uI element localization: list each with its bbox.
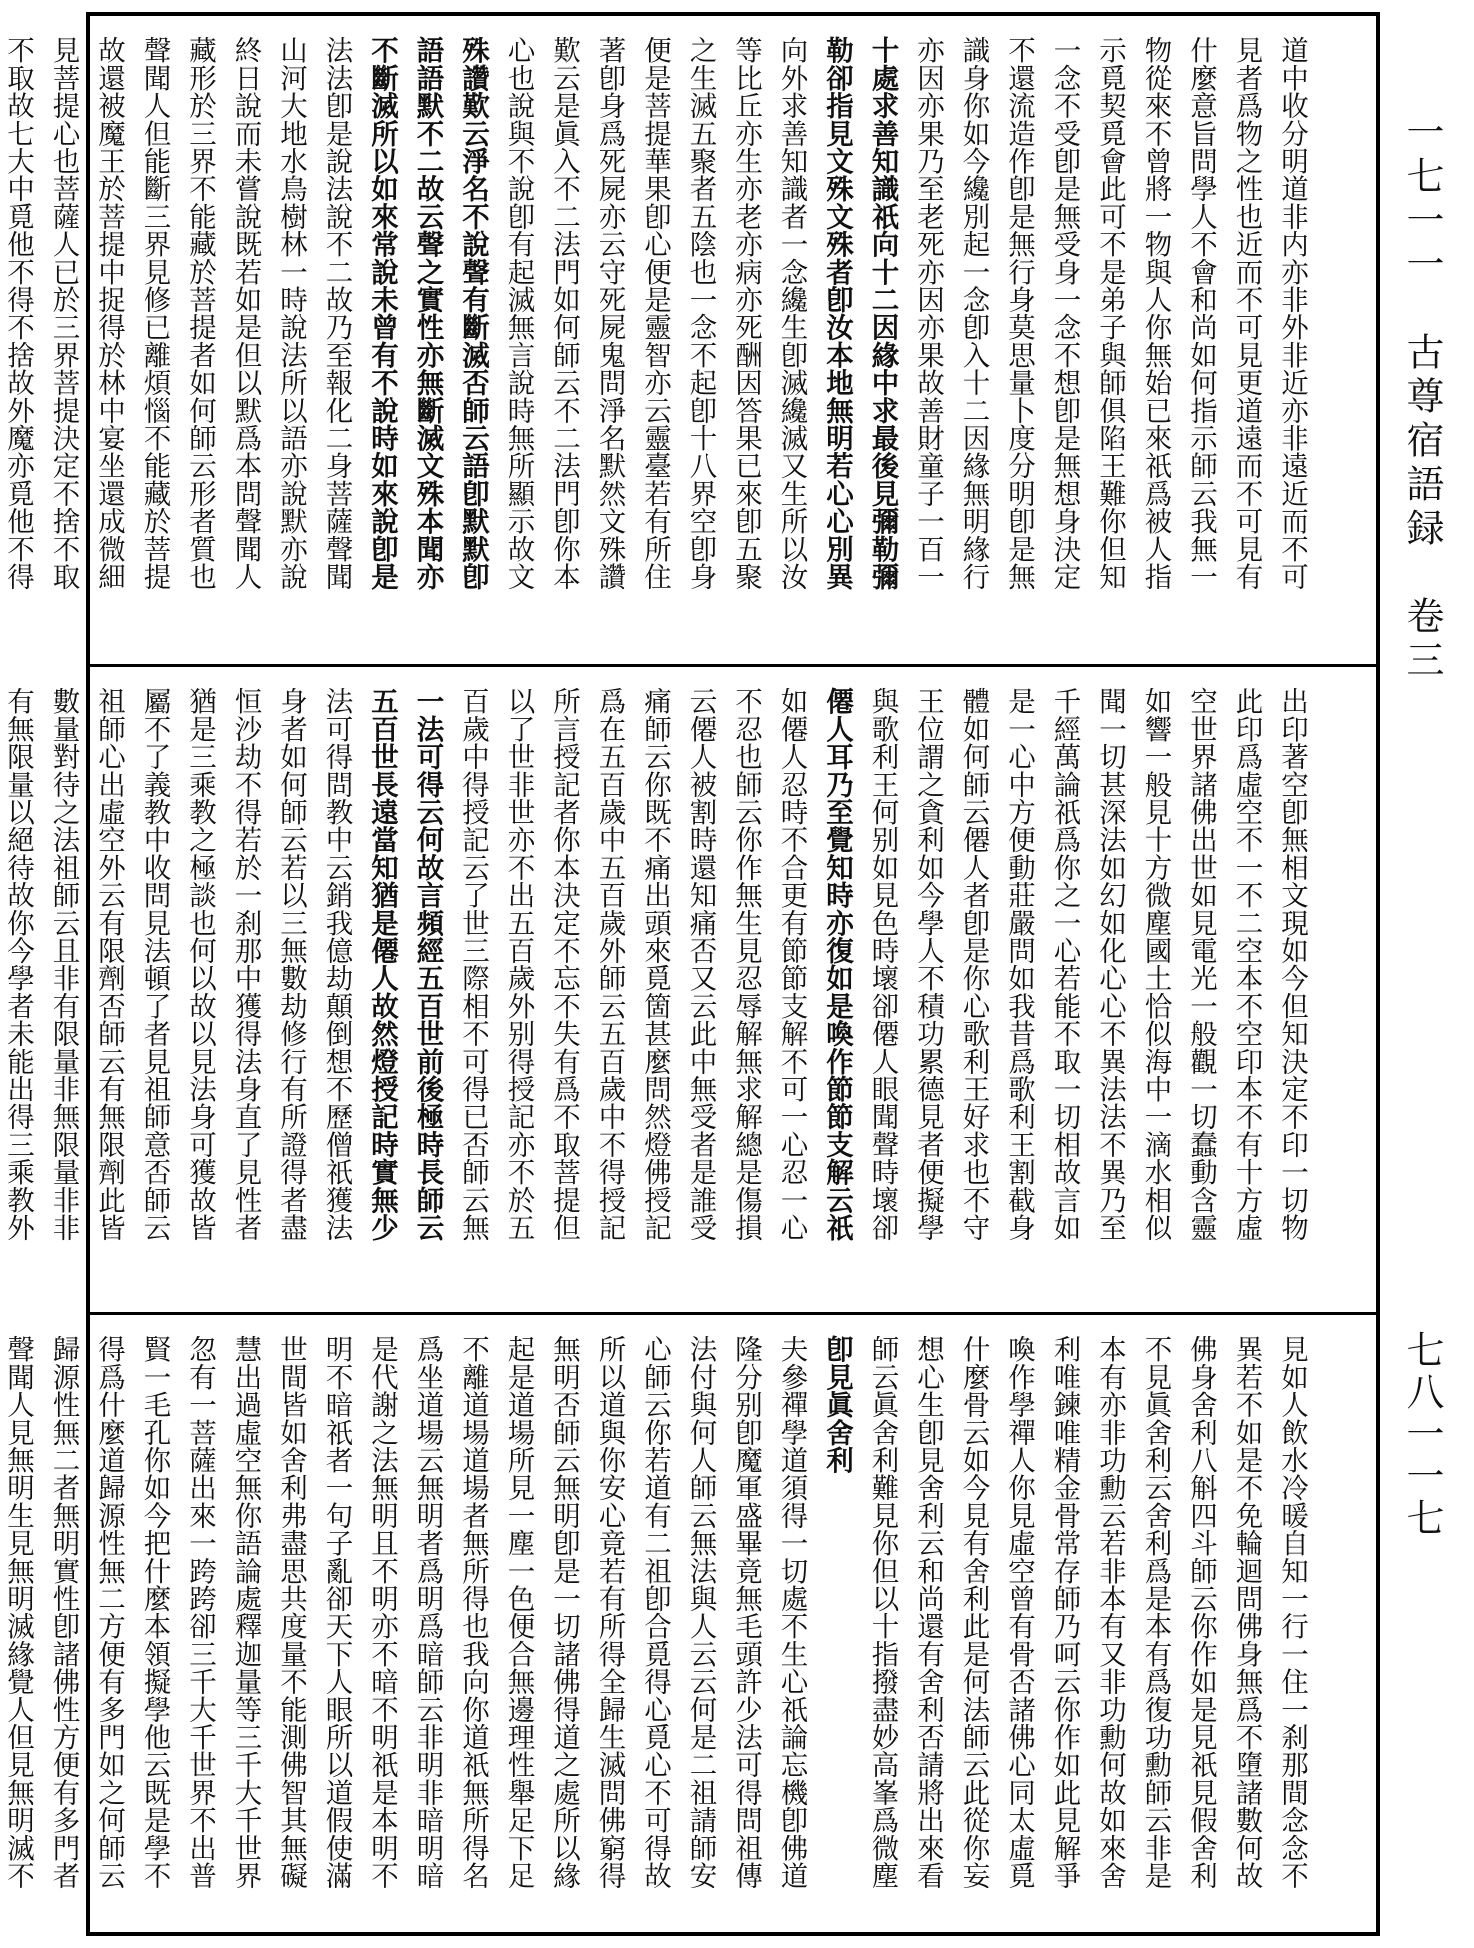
text-column: 空世界諸佛出世如見電光一般觀一切蠢動含靈 <box>1185 687 1217 1241</box>
text-column: 法法卽是說法說不二故乃至報化二身菩薩聲聞 <box>320 36 353 590</box>
text-column: 物從來不曾將一物與人你無始已來祇爲被人指 <box>1139 36 1172 590</box>
text-column: 故還被魔王於菩提中捉得於林中宴坐還成微細 <box>93 36 125 590</box>
text-column: 痛師云你既不痛出頭來覓箇甚麼問然燈佛授記 <box>639 687 671 1241</box>
text-column: 五百世長遠當知猶是僊人故然燈授記時實無少 <box>366 687 398 1241</box>
text-column: 什麼骨云如今見有舍利此是何法師云此從你妄 <box>957 1335 990 1889</box>
text-column: 不忍也師云你作無生見忍辱解無求解總是傷損 <box>730 687 762 1241</box>
text-column: 聲聞人但能斷三界見修已離煩惱不能藏於菩提 <box>138 36 171 590</box>
text-column: 心也說與不說卽有起滅無言說時無所顯示故文 <box>502 36 535 590</box>
text-column: 與歌利王何别如見色時壞卻僊人眼聞聲時壞卻 <box>866 687 899 1241</box>
text-column: 不斷滅所以如來常說未曾有不說時如來說卽是 <box>366 36 398 590</box>
text-column: 世間皆如舍利弗盡思共度量不能測佛智其無礙 <box>275 1335 307 1889</box>
text-column: 屬不了義教中收問見法頓了者見祖師意否師云 <box>138 687 171 1241</box>
text-column: 夫參禪學道須得一切處不生心祇論忘機卽佛道 <box>775 1335 808 1889</box>
running-header: 一七一一 古尊宿語録 卷三 <box>1400 112 1444 684</box>
text-column: 起是道場所見一塵一色便合無邊理性舉足下足 <box>502 1335 535 1889</box>
text-column: 身者如何師云若以三無數劫修行有所證得者盡 <box>275 687 307 1241</box>
text-column: 異若不如是不免輪迴問佛身無爲不墮諸數何故 <box>1230 1335 1263 1889</box>
text-column: 不取故七大中覓他不得不捨故外魔亦覓他不得 <box>2 36 34 590</box>
panel-lower <box>2 1312 1376 1932</box>
text-column: 歎云是眞入不二法門如何師云不二法門卽你本 <box>548 36 580 590</box>
panel-upper <box>2 16 1376 664</box>
text-column: 是一心中方便動莊嚴問如我昔爲歌利王割截身 <box>1003 687 1035 1241</box>
text-column: 一念不受卽是無受身一念不想卽是無想身決定 <box>1048 36 1081 590</box>
text-column: 終日說而未嘗說既若如是但以默爲本問聲聞人 <box>229 36 262 590</box>
text-column: 喚作學禪人你見虛空曾有骨否諸佛心同太虛覓 <box>1003 1335 1035 1889</box>
text-column: 十處求善知識祇向十二因緣中求最後見彌勒彌 <box>866 36 899 590</box>
text-column: 所以道與你安心竟若有所得全歸生滅問佛窮得 <box>593 1335 626 1889</box>
text-column: 法可得問教中云銷我億劫顛倒想不歷僧祇獲法 <box>320 687 353 1241</box>
text-column: 恒沙劫不得若於一刹那中獲得法身直了見性者 <box>229 687 262 1241</box>
text-column: 見菩提心也菩薩人已於三界菩提決定不捨不取 <box>47 36 80 590</box>
text-column: 無明否師云無明卽是一切諸佛得道之處所以緣 <box>548 1335 580 1889</box>
text-column: 亦因亦果乃至老死亦因亦果故善財童子一百一 <box>912 36 944 590</box>
text-column: 著卽身爲死屍亦云守死屍鬼問淨名默然文殊讚 <box>593 36 626 590</box>
text-columns <box>2 36 1314 648</box>
text-column: 以了世非世亦不出五百歲外别得授記亦不於五 <box>502 687 535 1241</box>
text-column: 王位謂之貪利如今學人不積功累德見者便擬學 <box>912 687 944 1241</box>
text-column: 本有亦非功勳云若非本有又非功勳何故如來舍 <box>1094 1335 1126 1889</box>
text-column: 出印著空卽無相文現如今但知決定不印一切物 <box>1276 687 1308 1241</box>
text-column: 祖師心出虛空外云有限劑否師云有無限劑此皆 <box>93 687 125 1241</box>
text-column: 賢一毛孔你如今把什麼本領擬學他云既是學不 <box>138 1335 171 1889</box>
text-column: 之生滅五聚者五陰也一念不起卽十八界空卽身 <box>684 36 717 590</box>
text-column: 山河大地水鳥樹林一時說法所以語亦說默亦說 <box>275 36 307 590</box>
text-column: 數量對待之法祖師云且非有限量非無限量非非 <box>47 687 80 1241</box>
text-column: 慧出過虛空無你語論處釋迦量等三千大千世界 <box>229 1335 262 1889</box>
text-column: 想心生卽見舍利云和尚還有舍利否請將出來看 <box>912 1335 944 1889</box>
text-column: 見如人飲水冷暖自知一行一住一刹那間念念不 <box>1276 1335 1308 1889</box>
text-column: 不見眞舍利云舍利爲是本有爲復功勳師云非是 <box>1139 1335 1172 1889</box>
text-column: 千經萬論祇爲你之一心若能不取一切相故言如 <box>1048 687 1081 1241</box>
text-column: 云僊人被割時還知痛否又云此中無受者是誰受 <box>684 687 717 1241</box>
text-columns <box>2 1335 1314 1916</box>
text-column: 佛身舍利八斛四斗師云你作如是見祇見假舍利 <box>1185 1335 1217 1889</box>
text-column: 此印爲虛空不一不二空本不空印本不有十方虛 <box>1230 687 1263 1241</box>
section-heading: 卽見眞舍利 <box>821 1335 853 1474</box>
text-column: 百歲中得授記云了世三際相不可得已否師云無 <box>457 687 489 1241</box>
panel-middle <box>2 664 1376 1312</box>
text-column: 所言授記者你本決定不忘不失有爲不取菩提但 <box>548 687 580 1241</box>
text-column: 等比丘亦生亦老亦病亦死酬因答果已來卽五聚 <box>730 36 762 590</box>
text-column: 歸源性無二者無明實性卽諸佛性方便有多門者 <box>47 1335 80 1889</box>
text-column: 爲坐道場云無明者爲明爲暗師云非明非暗明暗 <box>411 1335 444 1889</box>
text-column: 明不暗祇者一句子亂卻天下人眼所以道假使滿 <box>320 1335 353 1889</box>
page-margin <box>1397 0 1447 1948</box>
text-column: 聲聞人見無明生見無明滅緣覺人但見無明滅不 <box>2 1335 34 1889</box>
text-column: 有無限量以絕待故你今學者未能出得三乘教外 <box>2 687 34 1241</box>
text-column: 忽有一菩薩出來一跨跨卻三千大千世界不出普 <box>184 1335 216 1889</box>
text-column: 不還流造作卽是無行身莫思量卜度分明卽是無 <box>1003 36 1035 590</box>
text-column: 殊讚歎云淨名不說聲有斷滅否師云語卽默默卽 <box>457 36 489 590</box>
text-column: 如響一般見十方微塵國土恰似海中一滴水相似 <box>1139 687 1172 1241</box>
text-column: 隆分别卽魔軍盛畢竟無毛頭許少法可得問祖傳 <box>730 1335 762 1889</box>
text-column: 見者爲物之性也近而不可見更道遠而不可見有 <box>1230 36 1263 590</box>
text-column: 心師云你若道有二祖卽合覓得心覓心不可得故 <box>639 1335 671 1889</box>
page-frame <box>2 12 1380 1936</box>
text-column: 向外求善知識者一念纔生卽滅纔滅又生所以汝 <box>775 36 808 590</box>
text-column: 不離道場道場者無所得也我向你道祇無所得名 <box>457 1335 489 1889</box>
text-column: 什麼意旨問學人不會和尚如何指示師云我無一 <box>1185 36 1217 590</box>
text-column: 法付與何人師云無法與人云云何是二祖請師安 <box>684 1335 717 1889</box>
text-column: 示覓契覓會此可不是弟子與師俱陷王難你但知 <box>1094 36 1126 590</box>
text-column: 聞一切甚深法如幻如化心心不異法法不異乃至 <box>1094 687 1126 1241</box>
text-column: 僊人耳乃至覺知時亦復如是喚作節節支解云祇 <box>821 687 853 1241</box>
page-number: 七八一一七 <box>1400 1330 1444 1540</box>
text-column: 爲在五百歲中五百歲外師云五百歲中不得授記 <box>593 687 626 1241</box>
text-columns <box>2 687 1314 1296</box>
text-column: 道中收分明道非内亦非外非近亦非遠近而不可 <box>1276 36 1308 590</box>
text-column: 猶是三乘教之極談也何以故以見法身可獲故皆 <box>184 687 216 1241</box>
text-column: 藏形於三界不能藏於菩提者如何師云形者質也 <box>184 36 216 590</box>
text-column: 勒卻指見文殊文殊者卽汝本地無明若心心別異 <box>821 36 853 590</box>
text-column: 一法可得云何故言頻經五百世前後極時長師云 <box>411 687 444 1241</box>
text-column: 語語默不二故云聲之實性亦無斷滅文殊本聞亦 <box>411 36 444 590</box>
text-column: 體如何師云僊人者卽是你心歌利王好求也不守 <box>957 687 990 1241</box>
text-column: 是代謝之法無明且不明亦不暗不明祇是本明不 <box>366 1335 398 1889</box>
text-column: 識身你如今纔別起一念卽入十二因緣無明緣行 <box>957 36 990 590</box>
text-column: 如僊人忍時不合更有節節支解不可一心忍一心 <box>775 687 808 1241</box>
text-column: 得爲什麼道歸源性無二方便有多門如之何師云 <box>93 1335 125 1889</box>
text-column: 利唯鍊唯精金骨常存師乃呵云你作如此見解爭 <box>1048 1335 1081 1889</box>
text-column: 師云眞舍利難見你但以十指撥盡妙高峯爲微塵 <box>866 1335 899 1889</box>
text-column: 便是菩提華果卽心便是靈智亦云靈臺若有所住 <box>639 36 671 590</box>
